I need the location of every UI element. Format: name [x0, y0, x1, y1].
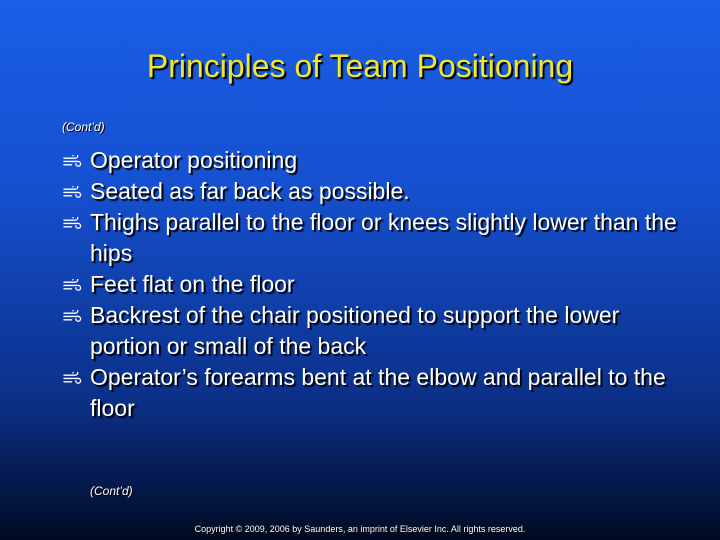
wind-swirl-icon	[63, 155, 82, 167]
wind-swirl-icon	[63, 186, 82, 198]
bullet-item	[60, 362, 680, 424]
continued-label-bottom: (Cont’d)	[90, 484, 133, 498]
wind-swirl-icon	[63, 217, 82, 229]
bullet-text: Seated as far back as possible.	[90, 178, 410, 204]
bullet-text: Operator positioning	[90, 147, 298, 173]
bullet-item	[60, 269, 680, 300]
wind-swirl-icon	[63, 310, 82, 322]
copyright-notice: Copyright © 2009, 2006 by Saunders, an imprint of Elsevier Inc. All rights reserved.	[194, 524, 526, 534]
bullet-text: Backrest of the chair positioned to support the lower portion or small of the back	[90, 302, 620, 359]
slide-title: Principles of Team Positioning	[146, 48, 574, 84]
bullet-item	[60, 176, 680, 207]
bullet-text: Thighs parallel to the floor or knees slightly lower than the hips	[90, 209, 677, 266]
bullet-item	[60, 207, 680, 269]
bullet-item	[60, 145, 680, 176]
wind-swirl-icon	[63, 372, 82, 384]
bullet-text: Feet flat on the floor	[90, 271, 295, 297]
bullet-item	[60, 300, 680, 362]
bullet-list	[60, 145, 680, 424]
continued-label-top: (Cont’d)	[62, 120, 105, 134]
wind-swirl-icon	[63, 279, 82, 291]
bullet-text: Operator’s forearms bent at the elbow and parallel to the floor	[90, 364, 666, 421]
